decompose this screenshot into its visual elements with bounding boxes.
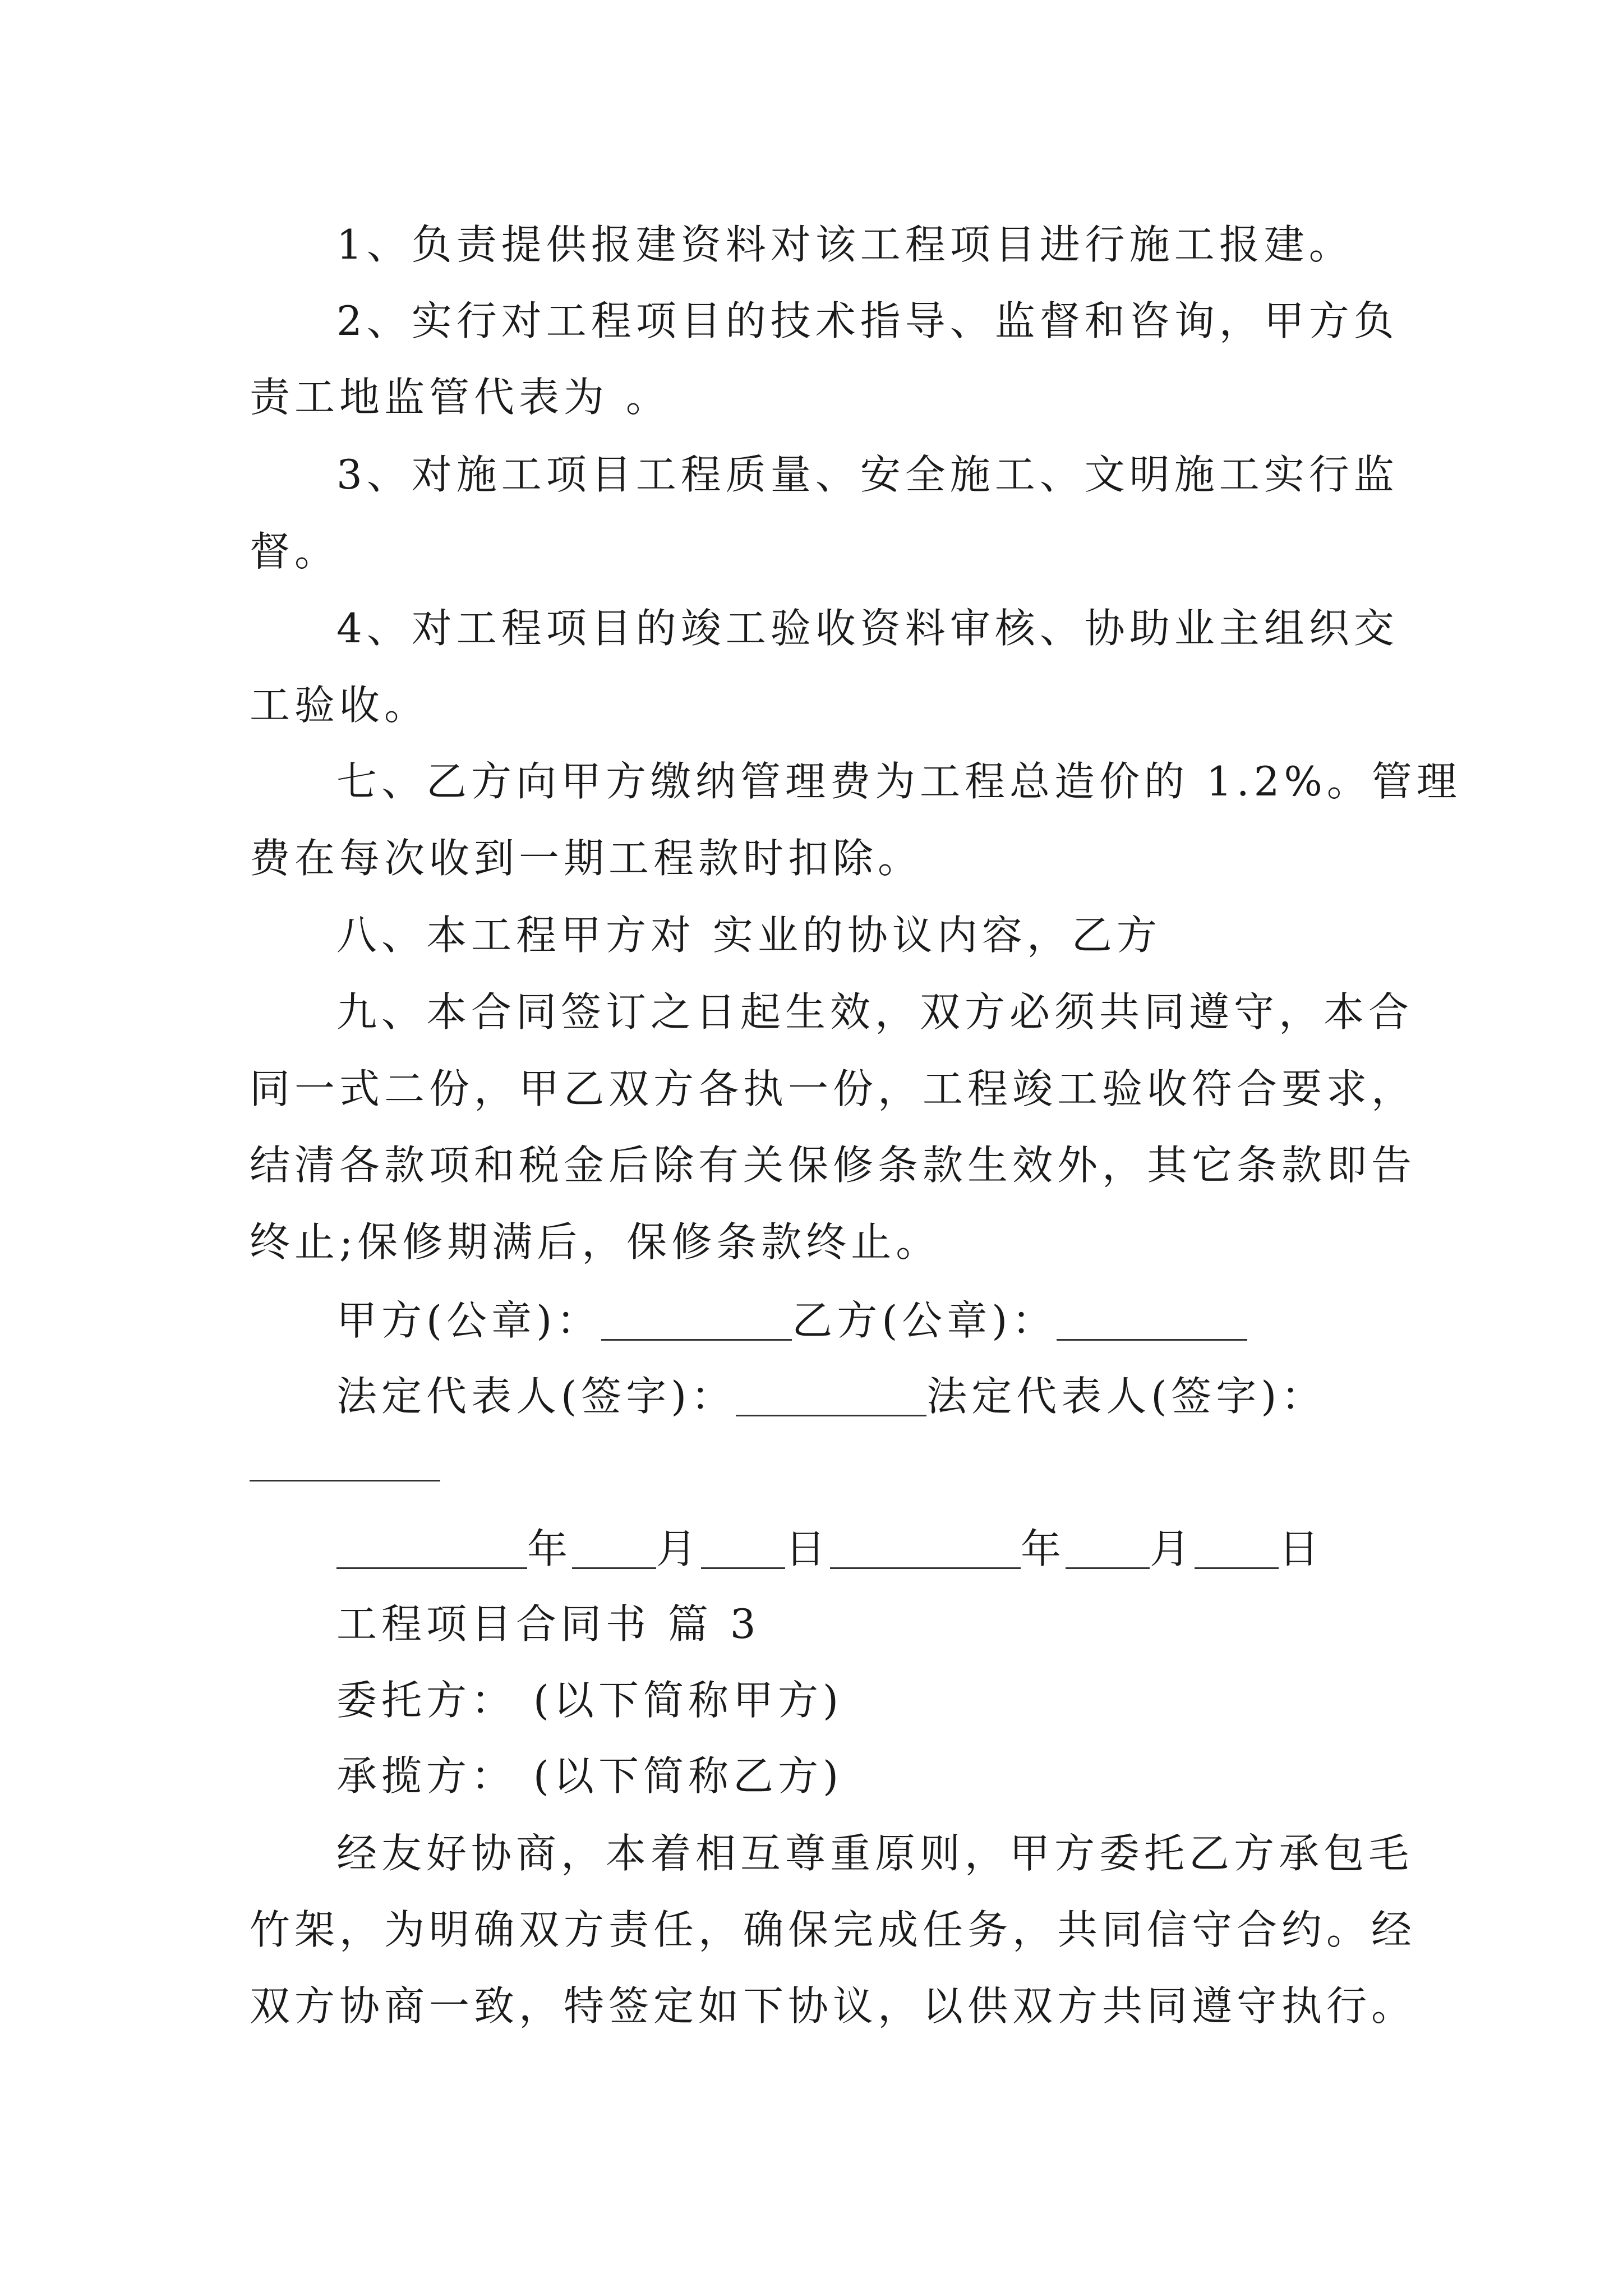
- section-title: 工程项目合同书 篇 3: [336, 1600, 760, 1648]
- clause-4-line-2: 工验收。: [250, 682, 430, 729]
- party-a-seal-label: 甲方(公章)：: [336, 1297, 602, 1344]
- day-b-label: 日: [1279, 1525, 1324, 1572]
- rep-b-label: 法定代表人(签字)：: [926, 1373, 1326, 1420]
- party-a-seal-blank: [601, 1299, 792, 1341]
- year-b-blank: [830, 1527, 1021, 1569]
- rep-a-label: 法定代表人(签字)：: [336, 1373, 736, 1420]
- seal-line: [336, 1297, 1247, 1344]
- client-line: 委托方： (以下简称甲方): [336, 1677, 843, 1724]
- clause-2-line-1: 2、实行对工程项目的技术指导、监督和咨询，甲方负: [336, 297, 1399, 344]
- clause-1: 1、负责提供报建资料对该工程项目进行施工报建。: [336, 221, 1354, 268]
- closing-line-1: 经友好协商，本着相互尊重原则，甲方委托乙方承包毛: [336, 1830, 1414, 1877]
- clause-3-line-2: 督。: [250, 528, 340, 575]
- article-9-line-3: 结清各款项和税金后除有关保修条款生效外，其它条款即告: [250, 1142, 1417, 1189]
- closing-line-3: 双方协商一致，特签定如下协议，以供双方共同遵守执行。: [250, 1982, 1417, 2030]
- rep-a-blank: [736, 1374, 926, 1416]
- month-a-label: 月: [656, 1525, 702, 1572]
- party-b-seal-label: 乙方(公章)：: [792, 1297, 1057, 1344]
- month-b-label: 月: [1150, 1525, 1195, 1572]
- day-b-blank: [1195, 1527, 1279, 1569]
- article-9-line-4: 终止;保修期满后，保修条款终止。: [250, 1218, 941, 1266]
- article-8: 八、本工程甲方对 实业的协议内容，乙方: [336, 912, 1161, 959]
- clause-2-line-2: 责工地监管代表为 。: [250, 374, 671, 421]
- year-a-blank: [336, 1527, 527, 1569]
- year-b-label: 年: [1021, 1525, 1066, 1572]
- clause-4-line-1: 4、对工程项目的竣工验收资料审核、协助业主组织交: [336, 605, 1399, 652]
- day-a-blank: [701, 1527, 785, 1569]
- article-7-line-1: 七、乙方向甲方缴纳管理费为工程总造价的 1.2%。管理: [336, 758, 1461, 805]
- article-9-line-2: 同一式二份，甲乙双方各执一份，工程竣工验收符合要求，: [250, 1065, 1417, 1112]
- representative-line: [336, 1373, 1326, 1420]
- closing-line-2: 竹架，为明确双方责任，确保完成任务，共同信守合约。经: [250, 1906, 1417, 1953]
- article-9-line-1: 九、本合同签订之日起生效，双方必须共同遵守，本合: [336, 988, 1414, 1036]
- year-a-label: 年: [527, 1525, 573, 1572]
- clause-3-line-1: 3、对施工项目工程质量、安全施工、文明施工实行监: [336, 451, 1399, 498]
- day-a-label: 日: [785, 1525, 831, 1572]
- month-b-blank: [1066, 1527, 1150, 1569]
- date-line: [336, 1525, 1324, 1572]
- rep-b-blank: [250, 1480, 440, 1481]
- contractor-line: 承揽方： (以下简称乙方): [336, 1752, 843, 1800]
- month-a-blank: [572, 1527, 656, 1569]
- article-7-line-2: 费在每次收到一期工程款时扣除。: [250, 835, 923, 882]
- party-b-seal-blank: [1057, 1299, 1247, 1341]
